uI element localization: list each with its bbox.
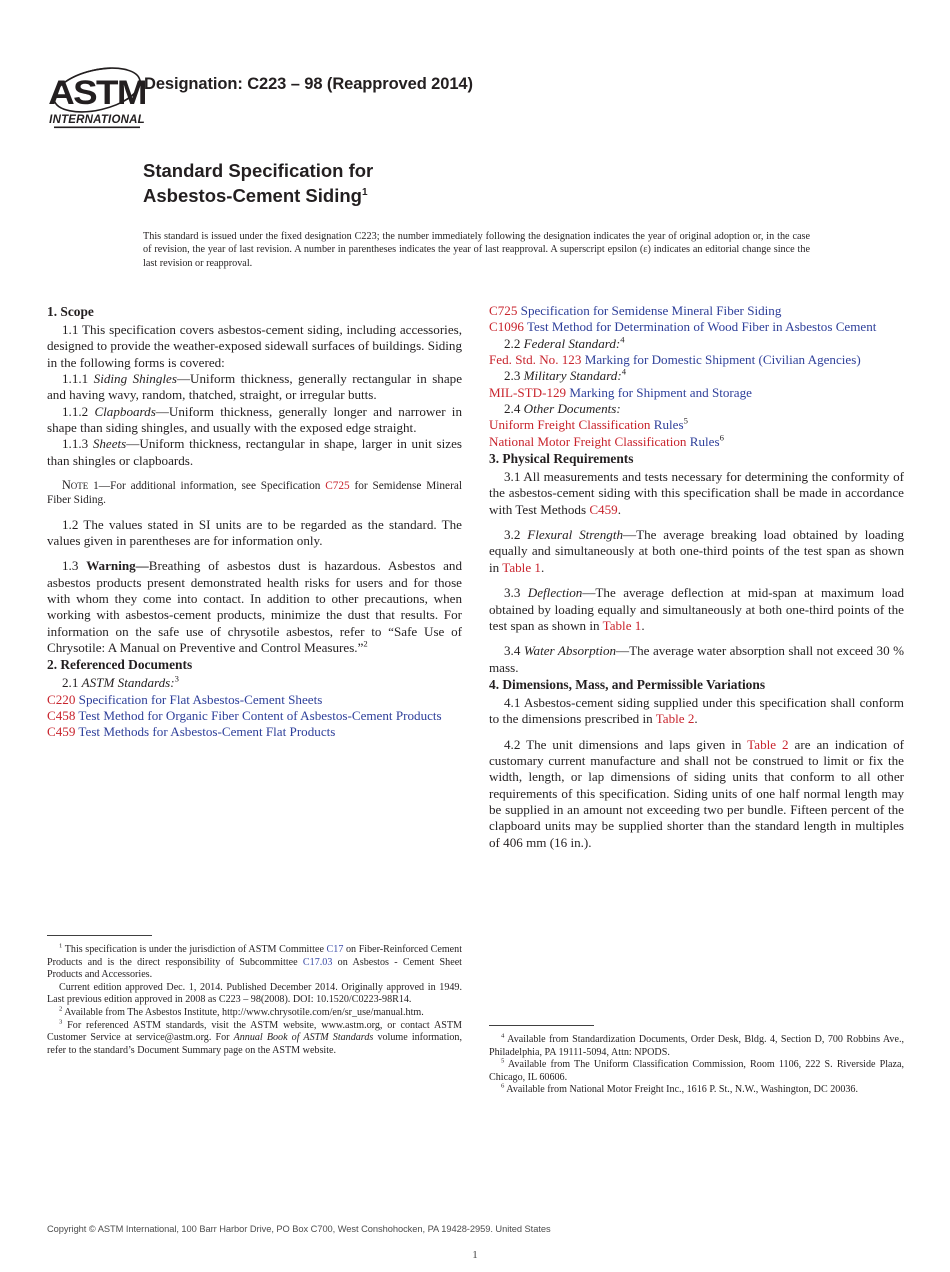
footnotes-left-column [47,935,462,1057]
footnote-number: 2 [59,1005,63,1013]
footnote-number: 4 [501,1032,505,1040]
clause-term: Water Absorption [523,643,617,659]
section-heading-scope: 1. Scope [47,304,94,319]
clause-number: 3.4 [504,643,524,659]
clause-number: 2.3 [504,368,524,384]
section-heading-dimensions: 4. Dimensions, Mass, and Permissible Variations [489,676,766,692]
paragraph-3-2 [489,527,904,576]
copyright-notice: Copyright © ASTM International, 100 Barr Harbor Drive, PO Box C700, West Conshohocken, PA 19428-2959. United States [47,1224,551,1234]
reference-id[interactable]: C459 [47,724,76,740]
paragraph-4-1 [489,695,904,728]
clause-term: Siding Shingles [93,371,177,387]
page-title [143,158,843,208]
preamble-text: This standard is issued under the fixed designation C223; the number immediately following the designation indicates the year of original adoption or, in the case of revision, the year of last revision. A number in parentheses indicates the year of last reapproval. A superscript epsilon (ε) indicates an editorial change since the last revision or reapproval. [143,231,810,269]
reference-title[interactable]: Rules [689,433,720,449]
paragraph-1-1-3 [47,436,462,469]
footnote-text: For referenced ASTM standards, visit the ASTM website, www.astm.org, or contact ASTM Customer Service at service@astm.org. For [47,1019,462,1044]
clause-term: Deflection [527,585,583,601]
clause-text: 4.2 The unit dimensions and laps given in [504,736,748,752]
designation-line: Designation: C223 – 98 (Reapproved 2014) [144,75,473,93]
subheading-2-1 [47,675,462,691]
clause-label: ASTM Standards: [81,675,175,691]
footnote-number: 1 [59,942,63,950]
subheading-2-2 [489,336,904,352]
clause-number: 3.3 [504,585,528,601]
reference-item[interactable] [489,319,904,335]
clause-text: —Uniform thickness, generally longer and narrower in shape than siding shingles, and usually with the exposed edge straight. [47,403,462,436]
footnote-marker: 5 [683,416,688,427]
clause-number: 1.1.1 [62,371,89,387]
clause-text-end: are an indication of customary current manufacture and shall not be construed to limit or fix the width, length, or lap dimensions of siding units that conform to all other requirements of this specification. Siding units of one half normal length may be supplied in an amount not exceeding two per bundle. Fifteen percent of the clapboard units may be supplied shorter than the standard length in multiples of 406 mm (16 in.). [489,736,904,850]
clause-number: 1.1.3 [62,436,89,452]
warning-footnote-marker: 2 [363,638,368,649]
reference-id[interactable]: C1096 [489,319,524,335]
footnote-marker: 4 [620,334,625,345]
clause-number: 1.1.2 [62,403,89,419]
title-line-1: Standard Specification for [143,160,374,181]
paragraph-1-1-1 [47,371,462,404]
title-line-2: Asbestos-Cement Siding [143,185,362,206]
reference-title[interactable]: Marking for Domestic Shipment (Civilian Agencies) [584,352,861,368]
clause-number: 1.3 [62,558,87,574]
note-label: Note [62,478,89,493]
reference-id[interactable]: National Motor Freight Classification [489,433,690,449]
footnote-text: Available from The Uniform Classification Commission, Room 1106, 222 S. Riverside Plaza, Chicago, IL 60606. [489,1059,904,1083]
clause-number: 2.4 [504,401,524,417]
title-footnote-marker: 1 [361,186,368,198]
clause-label: Federal Standard: [523,335,621,351]
footnote-1 [47,944,462,982]
link-table-2[interactable]: Table 2 [747,736,789,752]
paragraph-1-1-2 [47,404,462,437]
astm-logo [48,60,146,132]
note-number: 1 [88,480,99,493]
note-1 [47,478,462,508]
paragraph-4-2 [489,737,904,851]
reference-id[interactable]: C458 [47,708,76,724]
reference-item[interactable] [489,303,904,319]
svg-text:INTERNATIONAL: INTERNATIONAL [49,114,145,126]
right-column [489,303,904,851]
clause-text-end: . [641,617,645,633]
note-text-a: —For additional information, see Specification [98,480,326,493]
clause-text: —Uniform thickness, generally rectangular in shape and having wavy, random, thatched, straight, or irregular butts. [47,371,463,403]
link-table-1[interactable]: Table 1 [602,617,642,633]
reference-title[interactable]: Marking for Shipment and Storage [569,384,752,400]
footnotes-right-column [489,1025,904,1097]
footnote-edition: Current edition approved Dec. 1, 2014. Published December 2014. Originally approved in 1949. Last previous edition approved in 2008 as C223 – 98(2008). DOI: 10.1520/C0223-98R14. [47,981,462,1006]
clause-text: —The average water absorption shall not exceed 30 % mass. [489,643,904,675]
reference-item[interactable] [47,708,462,724]
reference-title[interactable]: Rules [653,417,684,433]
footnote-text: volume information, refer to the standard’s Document Summary page on the ASTM website. [47,1032,462,1056]
page-number: 1 [472,1249,478,1261]
paragraph-3-4 [489,643,904,676]
clause-text-end: . [617,501,621,517]
document-header [48,60,908,150]
reference-id[interactable]: Fed. Std. No. 123 [489,352,582,368]
footnote-divider [489,1025,594,1026]
reference-item[interactable] [489,385,904,401]
clause-label: Other Documents: [523,401,621,417]
footnote-number: 5 [501,1057,505,1065]
footnote-text: Available from Standardization Documents, Order Desk, Bldg. 4, Section D, 700 Robbins Ave., Philadelphia, PA 19111-5094, Attn: NPODS. [489,1034,904,1058]
left-column [47,303,462,741]
footnote-italic-title: Annual Book of ASTM Standards [233,1032,374,1044]
link-table-1[interactable]: Table 1 [502,559,541,575]
clause-term: Clapboards [94,403,156,419]
link-c17[interactable]: C17 [326,944,344,955]
clause-label: Military Standard: [523,368,622,384]
paragraph-3-1 [489,469,904,518]
reference-id[interactable]: C725 [489,303,518,318]
footnote-text: Available from National Motor Freight Inc., 1616 P. St., N.W., Washington, DC 20036. [504,1084,858,1096]
warning-text: Breathing of asbestos dust is hazardous. Asbestos and asbestos products present demonstrated health risks for users and for those with whom they come into contact. In addition to other precautions, when working with asbestos-cement products, minimize the dust that results. For information on the safe use of chrysotile asbestos, refer to “Safe Use of Chrysotile: A Manual on Preventive and Control Measures.” [47,558,463,656]
note-text-b: for Semidense Mineral Fiber Siding. [47,480,462,507]
reference-item[interactable] [489,434,904,450]
link-c459[interactable]: C459 [589,501,618,517]
reference-id[interactable]: MIL-STD-129 [489,384,567,400]
reference-title[interactable]: Test Methods for Asbestos-Cement Flat Products [78,724,336,740]
paragraph-1-2: 1.2 The values stated in SI units are to be regarded as the standard. The values given in parentheses are for information only. [47,516,462,549]
section-heading-referenced-documents: 2. Referenced Documents [47,657,193,673]
subheading-2-4 [489,401,904,417]
clause-text-end: . [694,711,698,727]
footnote-2 [47,1007,462,1020]
clause-number: 2.2 [504,335,524,351]
clause-number: 2.1 [62,675,82,691]
clause-text-end: . [540,559,545,575]
link-c17-03[interactable]: C17.03 [302,956,333,968]
footnote-4 [489,1034,904,1059]
clause-term: Flexural Strength [527,527,624,543]
reference-id[interactable]: Uniform Freight Classification [489,417,654,433]
reference-item[interactable] [489,417,904,433]
footnote-marker: 3 [174,674,179,685]
reference-id[interactable]: C220 [47,691,76,707]
footnote-6 [489,1084,904,1097]
reference-item[interactable] [489,352,904,368]
paragraph-3-3 [489,585,904,634]
clause-number: 3.2 [504,527,528,543]
reference-title[interactable]: Specification for Semidense Mineral Fiber Siding [520,303,782,318]
clause-text: —Uniform thickness, rectangular in shape, larger in unit sizes than shingles or clapboards. [47,436,462,468]
clause-term: Sheets [92,436,127,452]
footnote-number: 6 [501,1083,505,1091]
footnote-text: on Asbestos - Cement Sheet Products and Accessories. [47,956,462,981]
svg-text:ASTM: ASTM [48,74,146,112]
footnote-marker: 6 [719,432,724,443]
clause-text: —The average deflection at mid-span at maximum load obtained by loading equally and simultaneously at both one-third points of the test span as shown in [489,585,904,633]
reference-title[interactable]: Test Method for Determination of Wood Fiber in Asbestos Cement [526,319,877,335]
reference-title[interactable]: Specification for Flat Asbestos-Cement Sheets [78,691,323,707]
clause-text: 4.1 Asbestos-cement siding supplied under this specification shall conform to the dimensions prescribed in [489,694,904,727]
clause-text: —The average breaking load obtained by loading equally and simultaneously at both one-third points of the test span as shown in [489,527,904,575]
footnote-5 [489,1059,904,1084]
footnote-divider [47,935,152,936]
link-table-2[interactable]: Table 2 [655,711,695,727]
footnote-text: This specification is under the jurisdiction of ASTM Committee [62,944,327,955]
paragraph-1-1: 1.1 This specification covers asbestos-cement siding, including accessories, designed to provide the weather-exposed sidewall surfaces of buildings. Siding in the following forms is covered: [47,322,462,370]
subheading-2-3 [489,368,904,384]
clause-text: 3.1 All measurements and tests necessary for determining the conformity of the asbestos-cement siding with this specification shall be made in accordance with Test Methods [489,469,904,517]
footnote-marker: 4 [621,367,627,378]
warning-label: Warning— [86,558,149,574]
footnote-text: on Fiber-Reinforced Cement Products and is the direct responsibility of Subcommittee [47,944,462,968]
footnote-text: Available from The Asbestos Institute, http://www.chrysotile.com/en/sr_use/manual.htm. [62,1006,424,1018]
note-link-c725[interactable]: C725 [325,480,350,493]
reference-title[interactable]: Test Method for Organic Fiber Content of Asbestos-Cement Products [78,708,442,724]
reference-item[interactable] [47,692,462,708]
footnote-3 [47,1020,462,1058]
title-block [143,158,843,208]
section-heading-physical-requirements: 3. Physical Requirements [489,451,634,467]
reference-item[interactable] [47,724,462,740]
paragraph-1-3 [47,558,462,656]
footnote-number: 3 [59,1018,63,1026]
